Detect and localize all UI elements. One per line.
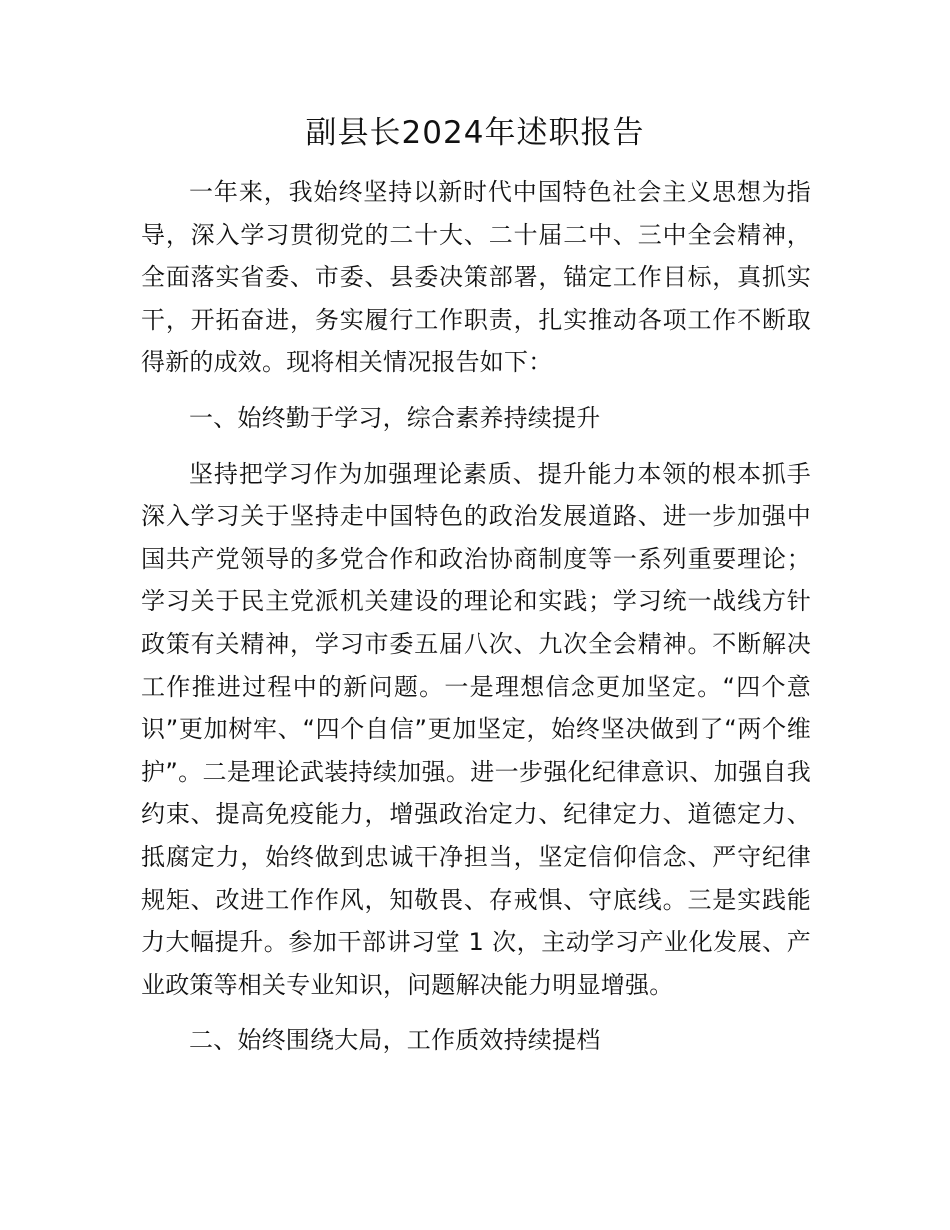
intro-paragraph: 一年来，我始终坚持以新时代中国特色社会主义思想为指导，深入学习贯彻党的二十大、二十届二中、三中全会精神，全面落实省委、市委、县委决策部署，锚定工作目标，真抓实干，开拓奋进，务实履行工作职责，扎实推动各项工作不断取得新的成效。现将相关情况报告如下： bbox=[141, 178, 811, 377]
section-heading-2: 二、始终围绕大局，工作质效持续提档 bbox=[189, 1026, 601, 1055]
section-heading-1: 一、始终勤于学习，综合素养持续提升 bbox=[189, 403, 601, 432]
section-1-paragraph: 坚持把学习作为加强理论素质、提升能力本领的根本抓手深入学习关于坚持走中国特色的政治发展道路、进一步加强中国共产党领导的多党合作和政治协商制度等一系列重要理论；学习关于民主党派机关建设的理论和实践；学习统一战线方针政策有关精神，学习市委五届八次、九次全会精神。不断解决工作推进过程中的新问题。一是理想信念更加坚定。“四个意识”更加树牢、“四个自信”更加坚定，始终坚决做到了“两个维护”。二是理论武装持续加强。进一步强化纪律意识、加强自我约束、提高免疫能力，增强政治定力、纪律定力、道德定力、抵腐定力，始终做到忠诚干净担当，坚定信仰信念、严守纪律规矩、改进工作作风，知敬畏、存戒惧、守底线。三是实践能力大幅提升。参加干部讲习堂 1 次，主动学习产业化发展、产业政策等相关专业知识，问题解决能力明显增强。 bbox=[141, 459, 811, 999]
document-body bbox=[141, 171, 811, 1062]
document-title: 副县长2024年述职报告 bbox=[305, 115, 645, 151]
